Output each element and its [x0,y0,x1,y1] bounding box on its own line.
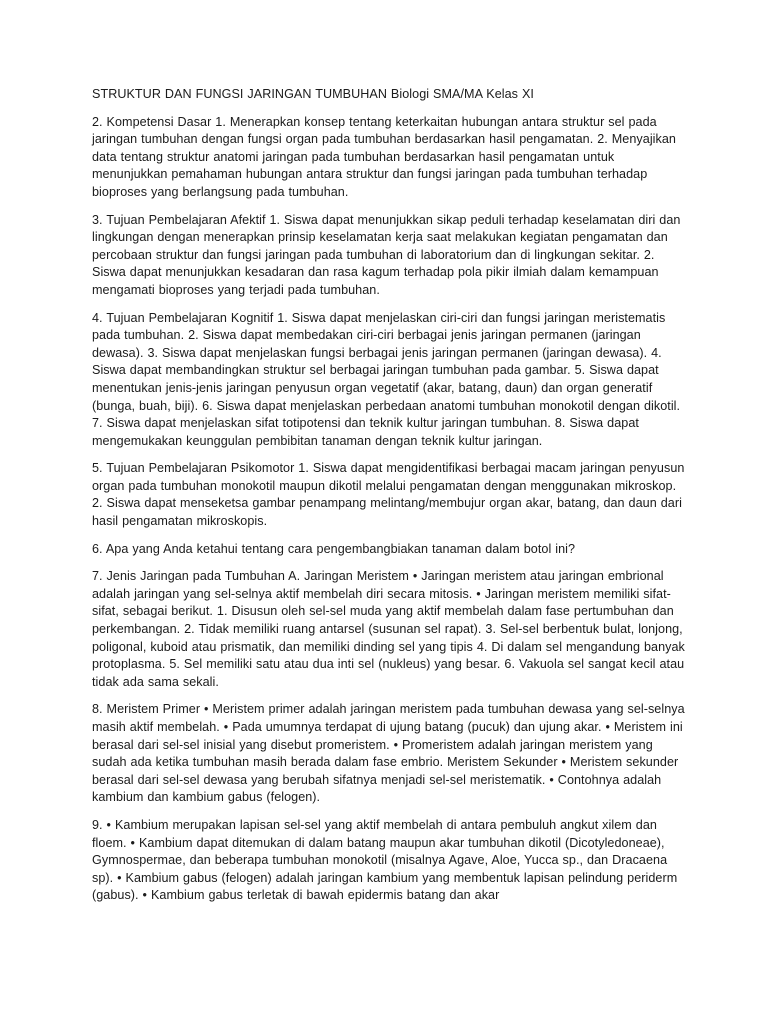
paragraph-tujuan-kognitif: 4. Tujuan Pembelajaran Kognitif 1. Siswa dapat menjelaskan ciri-ciri dan fungsi jaringan meristematis pada tumbuhan. 2. Siswa dapat membedakan ciri-ciri berbagai jenis jaringan permanen (jaringan dewasa). 3. Siswa dapat menjelaskan fungsi berbagai jenis jaringan permanen (jaringan dewasa). 4. Siswa dapat membandingkan struktur sel berbagai jaringan tumbuhan pada gambar. 5. Siswa dapat menentukan jenis-jenis jaringan penyusun organ vegetatif (akar, batang, daun) dan organ generatif (bunga, buah, biji). 6. Siswa dapat menjelaskan perbedaan anatomi tumbuhan monokotil dengan dikotil. 7. Siswa dapat menjelaskan sifat totipotensi dan teknik kultur jaringan tumbuhan. 8. Siswa dapat mengemukakan keunggulan pembibitan tanaman dengan teknik kultur jaringan. [92,310,681,448]
paragraph-meristem-primer: 8. Meristem Primer • Meristem primer adalah jaringan meristem pada tumbuhan dewasa yang sel-selnya masih aktif membelah. • Pada umumnya terdapat di ujung batang (pucuk) dan ujung akar. • Meristem ini berasal dari sel-sel inisial yang disebut promeristem. • Promeristem adalah jaringan meristem yang sudah ada ketika tumbuhan masih berada dalam fase embrio. Meristem Sekunder • Meristem sekunder berasal dari sel-sel dewasa yang berubah sifatnya menjadi sel-sel meristematik. • Contohnya adalah kambium dan kambium gabus (felogen). [92,702,685,805]
paragraph-pertanyaan: 6. Apa yang Anda ketahui tentang cara pengembangbiakan tanaman dalam botol ini? [92,541,576,556]
paragraph-tujuan-psikomotor: 5. Tujuan Pembelajaran Psikomotor 1. Siswa dapat mengidentifikasi berbagai macam jaringan penyusun organ pada tumbuhan monokotil maupun dikotil melalui pengamatan dengan menggunakan mikroskop. 2. Siswa dapat menseketsa gambar penampang melintang/membujur organ akar, batang, dan daun dari hasil pengamatan mikroskopis. [92,461,685,529]
paragraph-kambium: 9. • Kambium merupakan lapisan sel-sel yang aktif membelah di antara pembuluh angkut xilem dan floem. • Kambium dapat ditemukan di dalam batang maupun akar tumbuhan dikotil (Dicotyledoneae), Gymnospermae, dan beberapa tumbuhan monokotil (misalnya Agave, Aloe, Yucca sp., dan Dracaena sp). • Kambium gabus (felogen) adalah jaringan kambium yang membentuk lapisan pelindung periderm (gabus). • Kambium gabus terletak di bawah epidermis batang dan akar [92,817,678,903]
document-page [92,86,690,915]
document-title: STRUKTUR DAN FUNGSI JARINGAN TUMBUHAN Biologi SMA/MA Kelas XI [92,87,534,101]
paragraph-jaringan-meristem: 7. Jenis Jaringan pada Tumbuhan A. Jaringan Meristem • Jaringan meristem atau jaringan embrional adalah jaringan yang sel-selnya aktif membelah diri secara mitosis. • Jaringan meristem memiliki sifat-sifat, sebagai berikut. 1. Disusun oleh sel-sel muda yang aktif membelah dalam fase pertumbuhan dan perkembangan. 2. Tidak memiliki ruang antarsel (susunan sel rapat). 3. Sel-sel berbentuk bulat, lonjong, poligonal, kuboid atau prismatik, dan memiliki dinding sel yang tipis 4. Di dalam sel mengandung banyak protoplasma. 5. Sel memiliki satu atau dua inti sel (nukleus) yang besar. 6. Vakuola sel sangat kecil atau tidak ada sama sekali. [92,569,685,689]
paragraph-tujuan-afektif: 3. Tujuan Pembelajaran Afektif 1. Siswa dapat menunjukkan sikap peduli terhadap keselamatan diri dan lingkungan dengan menerapkan prinsip keselamatan kerja saat melakukan kegiatan pengamatan dan percobaan struktur dan fungsi jaringan pada tumbuhan di laboratorium dan di lingkungan sekitar. 2. Siswa dapat menunjukkan kesadaran dan rasa kagum terhadap pola pikir ilmiah dalam kemampuan mengamati bioproses yang terjadi pada tumbuhan. [92,212,681,297]
paragraph-kompetensi-dasar: 2. Kompetensi Dasar 1. Menerapkan konsep tentang keterkaitan hubungan antara struktur sel pada jaringan tumbuhan dengan fungsi organ pada tumbuhan berdasarkan hasil pengamatan. 2. Menyajikan data tentang struktur anatomi jaringan pada tumbuhan berdasarkan hasil pengamatan untuk menunjukkan pemahaman hubungan antara struktur dan fungsi jaringan pada tumbuhan terhadap bioproses yang berlangsung pada tumbuhan. [92,114,676,199]
